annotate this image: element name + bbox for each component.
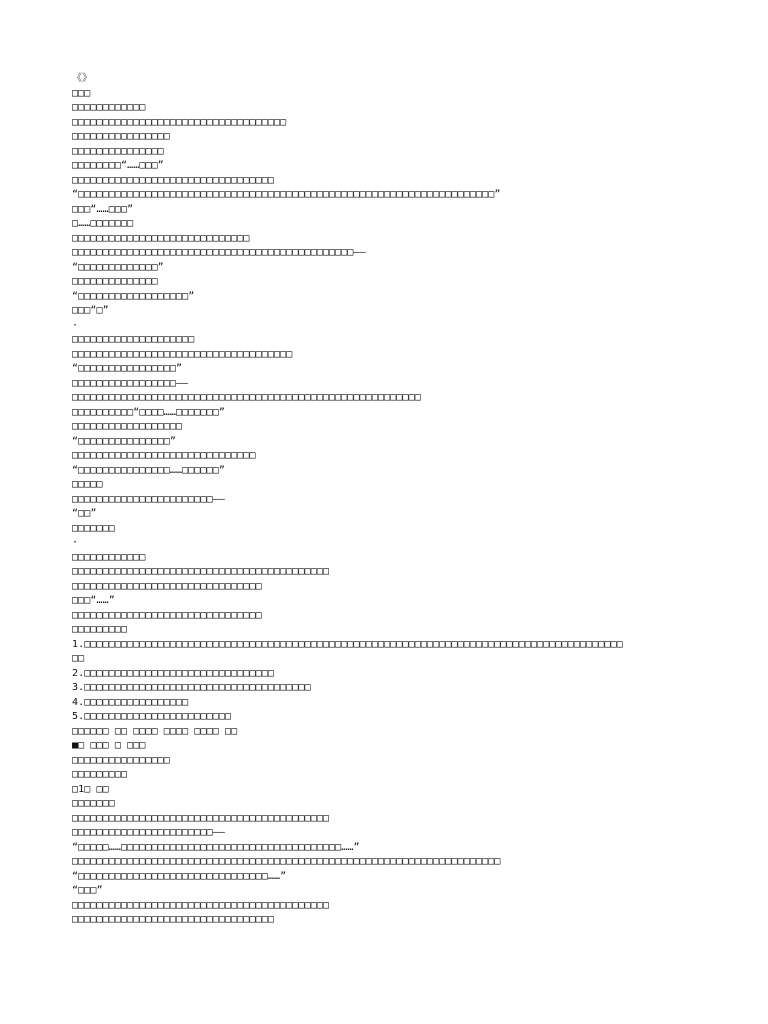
text-line: “□□□□□□□□□□□□□□□□□□□□□□□□□□□□□□□□□□□□□□□□□□□□□□□□□□□□□□□□□□□□□□□□□□□□”: [72, 189, 501, 200]
text-line: □□□□□□□□□: [72, 624, 128, 635]
text-line: □□□□□□ □□ □□□□ □□□□ □□□□ □□: [72, 725, 238, 737]
text-line: □□□□□□□□□□□□□□□: [72, 145, 164, 157]
text-line: □□□□□□□□□□□□□□□□□□□□□□□□□□□□□□□: [72, 580, 262, 592]
text-line: □□□□□□□: [72, 522, 115, 534]
text-line: □□: [72, 653, 85, 664]
text-line: ·: [72, 319, 79, 331]
text-line: □□□□□□□□□□□□□□□□: [72, 131, 170, 142]
text-line: “□□□□□□□□□□□□□□□……□□□□□□”: [72, 464, 226, 476]
text-line: □□□□□□□□□□□□: [72, 551, 146, 563]
text-line: □□□□□□□□□□□□□□□□□□□□□□□□□□□□□□□□□□□: [72, 116, 287, 128]
text-line: “□□□□□□□□□□□□□□□□”: [72, 363, 183, 374]
text-line: □□□□□□□□□□□□□□□□□□□□□□□□□□□□□□□□□□□□□□□□□□□□□□□□□□□□□□□□□: [72, 392, 421, 403]
text-line: 2.□□□□□□□□□□□□□□□□□□□□□□□□□□□□□□□: [72, 667, 274, 679]
text-line: □□□□□□□□□□□□□□□□□□□□□□□□□□□□□□□: [72, 609, 262, 621]
text-line: 1.□□□□□□□□□□□□□□□□□□□□□□□□□□□□□□□□□□□□□□□□□□□□□□□□□□□□□□□□□□□□□□□□□□□□□□□□□□□□□□□□□□□□□□□□: [72, 638, 623, 650]
text-line: “□□□□□□□□□□□□□□□”: [72, 435, 177, 447]
text-line: □□□□□□□□□□□□□□□□□□□□□□□□□□□□□: [72, 232, 250, 244]
text-line: □□□□□□□□□□□□□□□□□□□□□□□□□□□□□□□□□□□□□□□□□□: [72, 566, 330, 577]
text-line: □1□ □□: [72, 783, 109, 795]
text-line: 《》: [72, 73, 93, 84]
text-line: “□□”: [72, 508, 97, 519]
text-line: □□□□□□□□□□□□□□□□□□□□□□□——: [72, 493, 226, 505]
text-line: “□□□”: [72, 885, 103, 896]
text-line: □□□“□”: [72, 305, 109, 316]
text-line: □□□□□□□□□□□□□□: [72, 276, 158, 287]
text-line: □□□□□□□: [72, 798, 115, 809]
text-line: □□□□□□□□□□□□□□□□□□□□□□□□□□□□□□□□□□□□□□□□□□: [72, 812, 330, 824]
text-line: □□□□□□□□□□□□□□□□□□□□□□□□□□□□□□□□□□□□□□□□□□□□□□——: [72, 247, 366, 258]
text-line: □□□□□□□□□□□□□□□□□——: [72, 377, 189, 389]
text-line: □□□□□□□□□□□□□□□□□□□□□□□——: [72, 827, 226, 838]
text-line: □□□□□□□□□□□□□□□□□□□□□□□□□□□□□□: [72, 450, 256, 461]
text-line: □□□□□□□□□□□□□□□□□□□□□□□□□□□□□□□□□□□□□□□□□□: [72, 899, 330, 911]
text-line: “□□□□□□□□□□□□□□□□□□□□□□□□□□□□□□□……”: [72, 870, 287, 882]
text-line: □□□□□□□□□: [72, 769, 128, 780]
text-line: □□□□□□□□□□□□□□□□□□□□□□□□□□□□□□□□□: [72, 914, 274, 925]
text-line: □……□□□□□□□: [72, 218, 134, 229]
text-line: □□□□□□□□□□□□□□□□□□: [72, 421, 183, 432]
text-line: □□□□□□□□□□□□□□□□: [72, 754, 170, 766]
text-line: ■□ □□□ □ □□□: [72, 740, 146, 751]
text-line: □□□“……”: [72, 595, 115, 606]
document-body: [72, 72, 762, 928]
text-line: ·: [72, 537, 79, 548]
text-line: □□□□□□□□“……□□□”: [72, 160, 164, 171]
text-line: “□□□□□□□□□□□□□”: [72, 261, 164, 273]
text-line: 3.□□□□□□□□□□□□□□□□□□□□□□□□□□□□□□□□□□□□□: [72, 682, 311, 693]
text-line: □□□□□□□□□□□□□□□□□□□□□□□□□□□□□□□□□□□□□□□□□□□□□□□□□□□□□□□□□□□□□□□□□□□□□□: [72, 856, 501, 867]
text-line: “□□□□□□□□□□□□□□□□□□”: [72, 290, 195, 302]
text-line: □□□□□□□□□□□□: [72, 102, 146, 113]
text-line: □□□□□□□□□□“□□□□……□□□□□□□”: [72, 406, 226, 418]
text-line: □□□□□□□□□□□□□□□□□□□□□□□□□□□□□□□□□: [72, 174, 274, 186]
text-line: □□□: [72, 87, 91, 99]
text-line: □□□“……□□□”: [72, 203, 134, 215]
text-line: 5.□□□□□□□□□□□□□□□□□□□□□□□□: [72, 711, 232, 722]
text-line: □□□□□: [72, 479, 103, 490]
text-line: 4.□□□□□□□□□□□□□□□□□: [72, 696, 189, 708]
text-line: □□□□□□□□□□□□□□□□□□□□: [72, 334, 195, 345]
text-line: □□□□□□□□□□□□□□□□□□□□□□□□□□□□□□□□□□□□: [72, 348, 293, 360]
text-line: “□□□□□……□□□□□□□□□□□□□□□□□□□□□□□□□□□□□□□□□□□□……”: [72, 841, 360, 853]
